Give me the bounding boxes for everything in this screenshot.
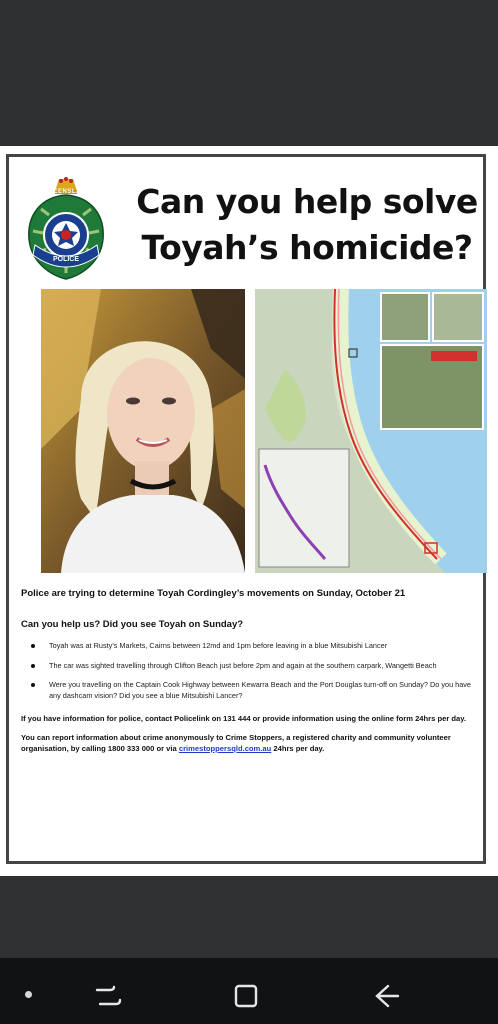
poster-body <box>19 587 481 762</box>
lead-statement: Police are trying to determine Toyah Cordingley’s movements on Sunday, October 21 <box>21 588 406 599</box>
map-illustration <box>255 289 487 573</box>
list-item: The car was sighted travelling through Clifton Beach just before 2pm and again at the southern carpark, Wangetti Beach <box>49 661 481 672</box>
portrait-illustration <box>41 289 245 573</box>
bottom-background <box>0 876 498 958</box>
crime-stoppers-info <box>21 732 481 754</box>
crest-top-text: QUEENSLAND <box>43 189 91 195</box>
list-item: Toyah was at Rusty’s Markets, Cairns between 12md and 1pm before leaving in a blue Mitsubishi Lancer <box>49 641 481 652</box>
list-item: Were you travelling on the Captain Cook Highway between Kewarra Beach and the Port Douglas turn-off on Sunday? Do you have any dashcam vision? Did you see a blue Mitsubishi Lancer? <box>49 680 481 701</box>
top-background <box>0 0 498 146</box>
back-button[interactable] <box>366 978 406 1014</box>
recent-apps-icon <box>88 978 128 1014</box>
poster-frame <box>6 154 486 864</box>
poster-headline <box>127 179 487 271</box>
sighting-list <box>19 641 481 701</box>
nav-dot-icon <box>25 991 32 998</box>
home-icon <box>227 978 267 1014</box>
crest-band-text: POLICE <box>52 256 80 263</box>
headline-line-2: Toyah’s homicide? <box>141 228 473 267</box>
crime-stoppers-text: You can report information about crime anonymously to Crime Stoppers, a registered charity and community volunteer organisation, by calling 1800 333 000 or via <box>21 733 451 753</box>
route-map <box>255 289 487 573</box>
appeal-question: Can you help us? Did you see Toyah on Sunday? <box>21 619 244 630</box>
poster-image <box>0 146 498 876</box>
recent-apps-button[interactable] <box>88 978 128 1014</box>
back-icon <box>366 978 406 1014</box>
crime-stoppers-text-end: 24hrs per day. <box>271 744 325 753</box>
home-button[interactable] <box>227 978 267 1014</box>
crime-stoppers-link[interactable]: crimestoppersqld.com.au <box>178 744 272 753</box>
headline-line-1: Can you help solve <box>136 182 478 221</box>
policelink-info: If you have information for police, contact Policelink on 131 444 or provide information using the online form 24hrs per day. <box>21 714 467 723</box>
victim-photo <box>41 289 245 573</box>
